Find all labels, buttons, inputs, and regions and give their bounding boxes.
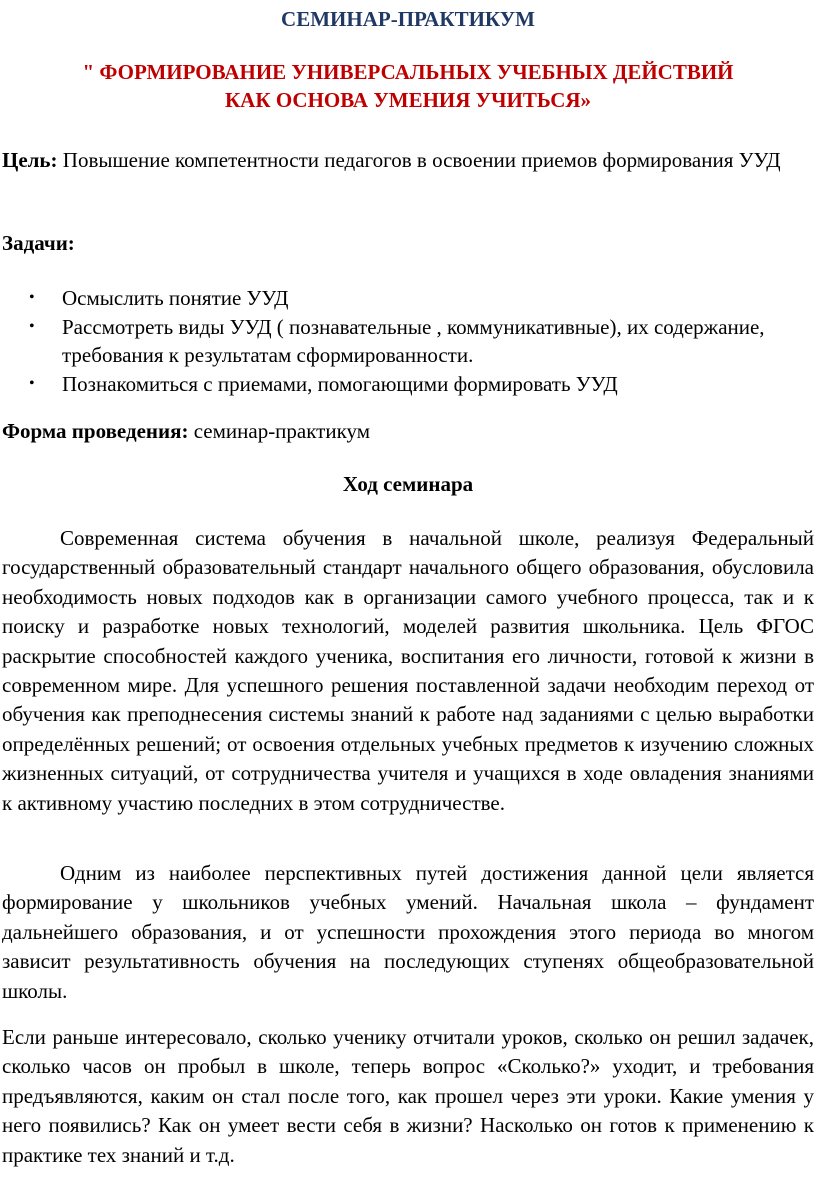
task-text: Рассмотреть виды УУД ( познавательные , коммуникативные), их содержание, требования к результатам сформированности. — [62, 314, 765, 368]
form-paragraph — [2, 417, 814, 446]
bullet-icon: • — [29, 317, 35, 335]
body-paragraph-3: Если раньше интересовало, сколько ученику отчитали уроков, сколько он решил задачек, сколько часов он пробыл в школе, теперь вопрос «Сколько?» уходит, и требования предъявляются, каким он стал после того, как прошел через эти уроки. Какие умения у него появились? Как он умеет вести себя в жизни? Насколько он готов к применению к практике тех знаний и т.д. — [2, 1025, 814, 1167]
tasks-label: Задачи: — [2, 231, 75, 255]
tasks-list — [0, 284, 780, 398]
form-text: семинар-практикум — [188, 419, 370, 443]
bullet-icon: • — [29, 289, 35, 306]
goal-paragraph — [2, 146, 814, 175]
tasks-heading — [2, 229, 814, 258]
form-label: Форма проведения: — [2, 419, 189, 443]
document-title: СЕМИНАР-ПРАКТИКУМ — [281, 7, 535, 31]
list-item — [0, 370, 780, 399]
bullet-icon: • — [29, 374, 35, 392]
goal-text: Повышение компетентности педагогов в освоении приемов формирования УУД — [57, 148, 781, 172]
body-paragraph-2: Одним из наиболее перспективных путей достижения данной цели является формирование у школьников учебных умений. Начальная школа – фундамент дальнейшего образования, и от успешности прохождения этого периода во многом зависит результативность обучения на последующих ступенях общеобразовательной школы. — [2, 861, 814, 1003]
document-subtitle — [0, 58, 816, 114]
goal-label: Цель: — [2, 148, 58, 172]
list-item — [0, 284, 780, 313]
body-paragraph-1: Современная система обучения в начальной школе, реализуя Федеральный государственный образовательный стандарт начального общего образования, обусловила необходимость новых подходов как в организации самого учебного процесса, так и к поиску и разработке новых технологий, моделей развития школьника. Цель ФГОС раскрытие способностей каждого ученика, воспитания его личности, готовой к жизни в современном мире. Для успешного решения поставленной задачи необходим переход от обучения как преподнесения системы знаний к работе над заданиями с целью выработки определённых решений; от освоения отдельных учебных предметов к изучению сложных жизненных ситуаций, от сотрудничества учителя и учащихся в ходе овладения знаниями к активному участию последних в этом сотрудничестве. — [2, 526, 814, 815]
list-item — [0, 313, 780, 370]
subtitle-line-2: КАК ОСНОВА УМЕНИЯ УЧИТЬСЯ» — [224, 88, 592, 112]
subtitle-line-1: " ФОРМИРОВАНИЕ УНИВЕРСАЛЬНЫХ УЧЕБНЫХ ДЕЙСТВИЙ — [82, 60, 734, 84]
task-text: Познакомиться с приемами, помогающими формировать УУД — [62, 371, 618, 396]
task-text: Осмыслить понятие УУД — [62, 286, 289, 310]
course-heading: Ход семинара — [342, 472, 474, 496]
